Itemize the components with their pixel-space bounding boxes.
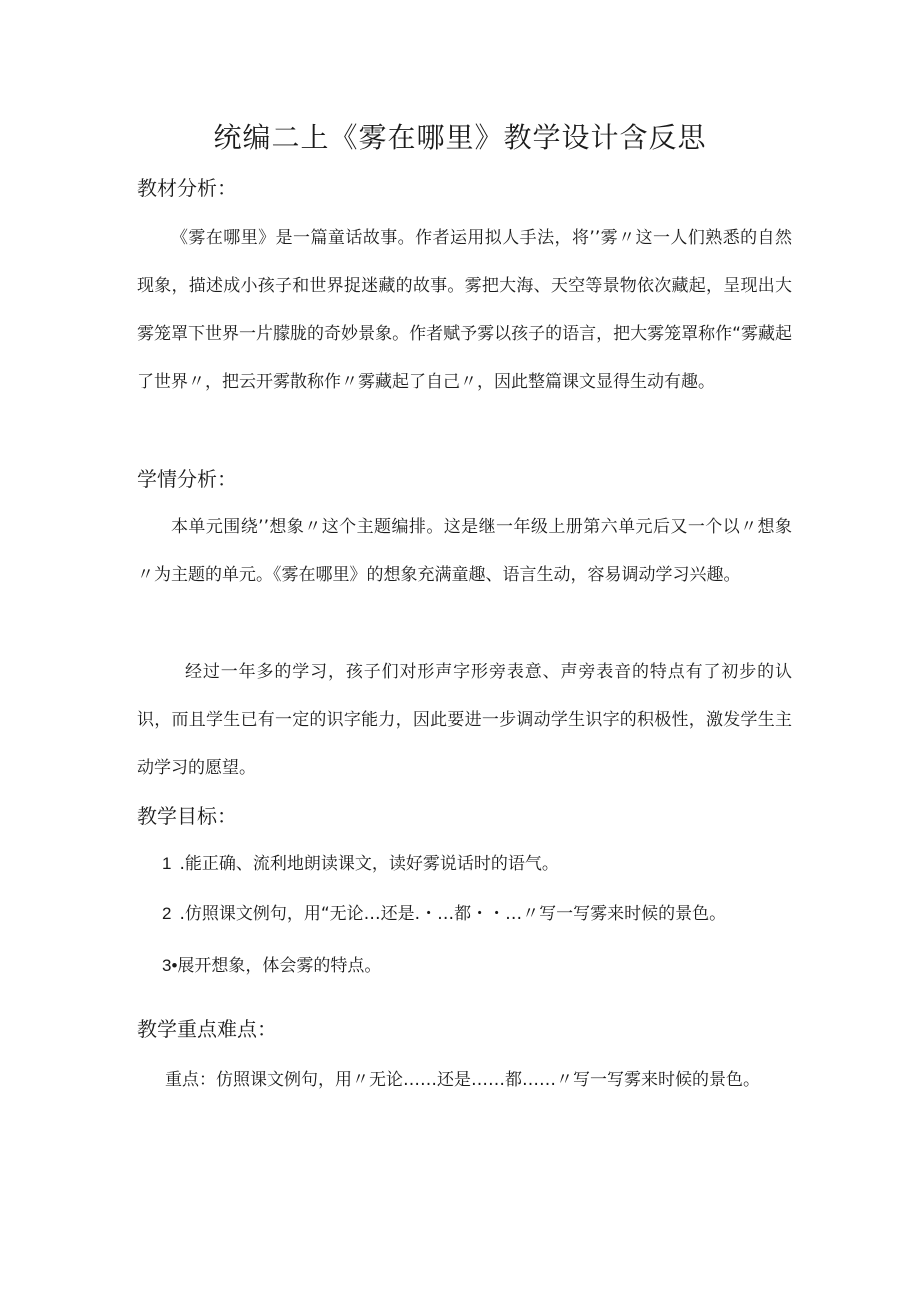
goal-number: 1 xyxy=(162,854,172,873)
goal-item-2 xyxy=(162,899,726,929)
document-title: 统编二上《雾在哪里》教学设计含反思 xyxy=(213,121,707,154)
goal-number: 2 xyxy=(162,904,172,923)
teaching-goals-heading: 教学目标： xyxy=(137,804,237,828)
learner-analysis-heading: 学情分析： xyxy=(137,467,237,491)
key-points-paragraph: 重点：仿照课文例句，用〃无论……还是……都……〃写一写雾来时候的景色。 xyxy=(165,1070,760,1090)
learner-analysis-paragraph-1: 本单元围绕’’想象〃这个主题编排。这是继一年级上册第六单元后又一个以〃想象〃为主题的单元。《雾在哪里》的想象充满童趣、语言生动，容易调动学习兴趣。 xyxy=(137,517,792,585)
material-analysis-heading: 教材分析： xyxy=(137,176,237,200)
learner-analysis-paragraph-2: 经过一年多的学习，孩子们对形声字形旁表意、声旁表音的特点有了初步的认识，而且学生已有一定的识字能力，因此要进一步调动学生识字的积极性，激发学生主动学习的愿望。 xyxy=(137,662,792,778)
goal-item-1 xyxy=(162,849,559,879)
key-difficult-points-heading: 教学重点难点： xyxy=(137,1017,277,1041)
goal-item-3 xyxy=(162,951,381,981)
goal-text: 展开想象，体会雾的特点。 xyxy=(177,956,382,976)
goal-text: .能正确、流利地朗读课文，读好雾说话时的语气。 xyxy=(179,854,559,874)
material-analysis-paragraph: 《雾在哪里》是一篇童话故事。作者运用拟人手法，将’’雾〃这一人们熟悉的自然现象，描述成小孩子和世界捉迷藏的故事。雾把大海、天空等景物依次藏起，呈现出大雾笼罩下世界一片朦胧的奇妙景象。作者赋予雾以孩子的语言，把大雾笼罩称作“雾藏起了世界〃，把云开雾散称作〃雾藏起了自己〃，因此整篇课文显得生动有趣。 xyxy=(137,228,792,392)
goal-text: .仿照课文例句，用“无论…还是.・…都・・…〃写一写雾来时候的景色。 xyxy=(179,904,727,924)
goal-number: 3• xyxy=(162,956,178,975)
